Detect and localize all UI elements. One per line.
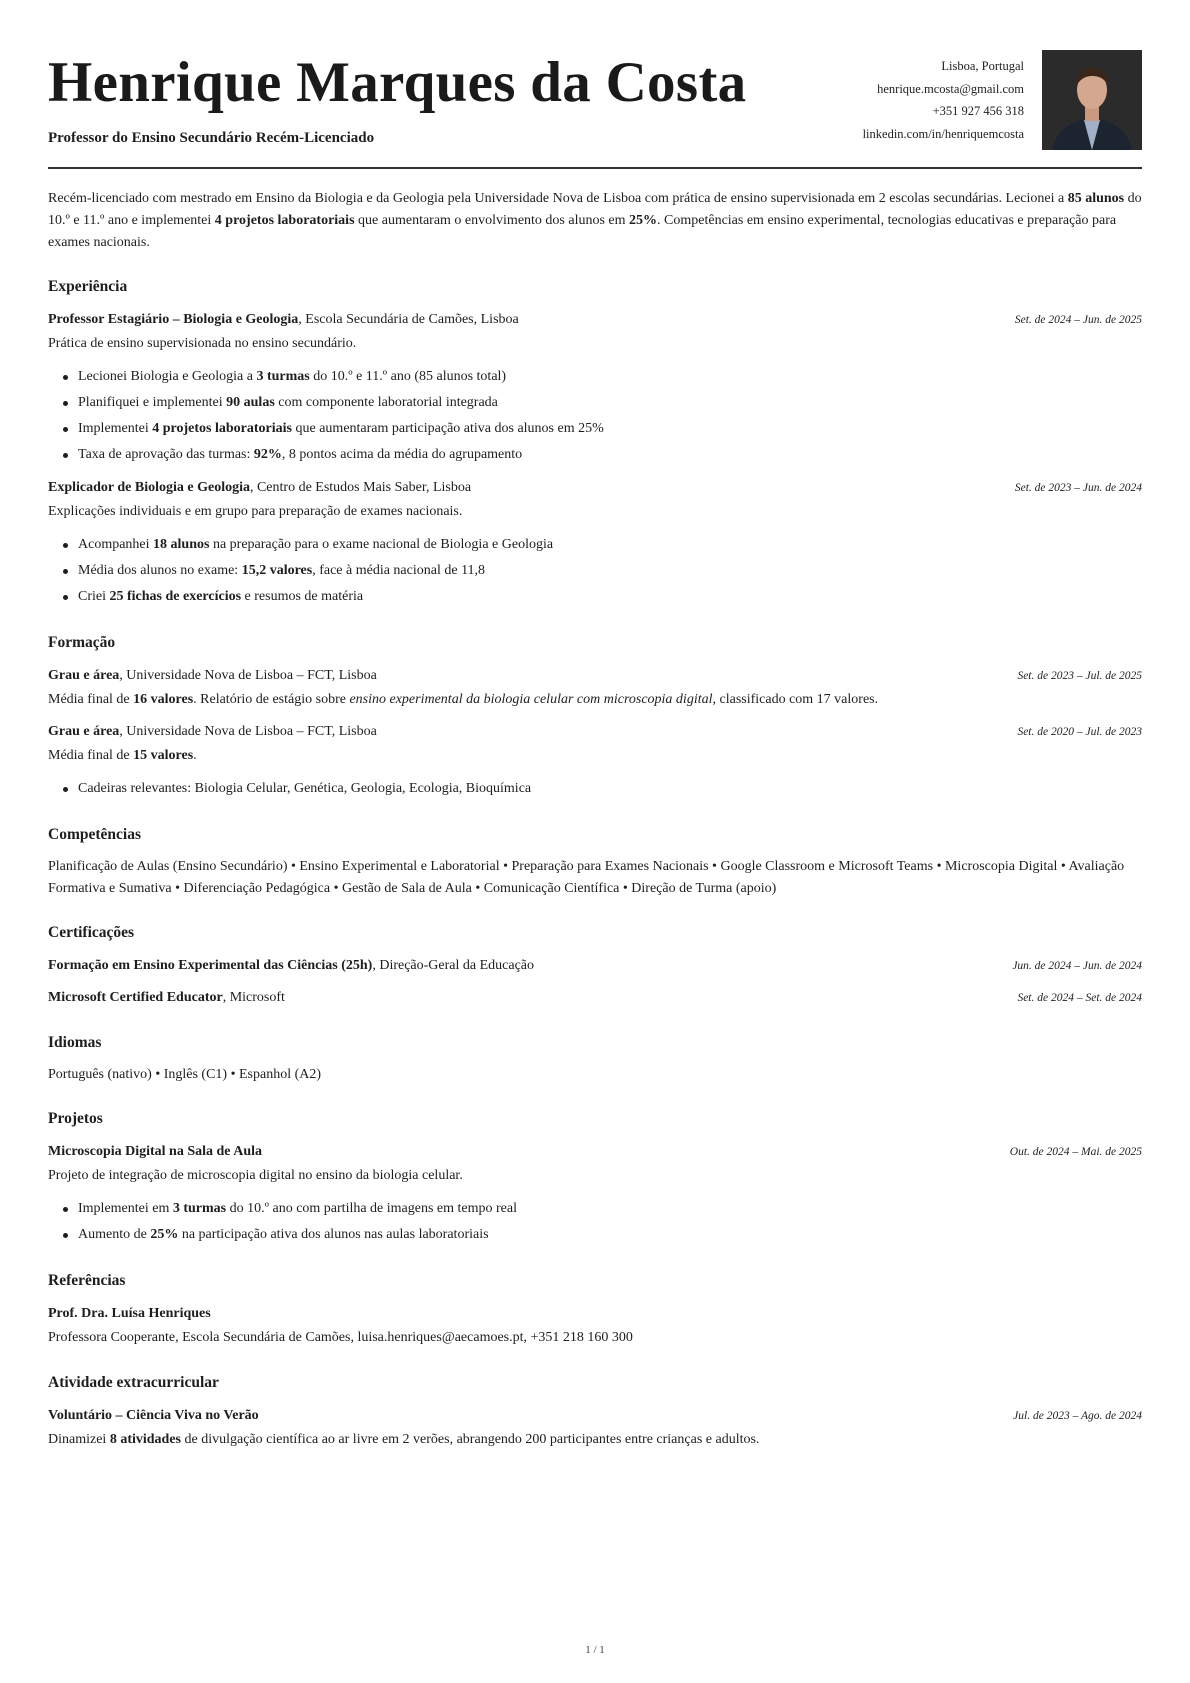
bullet-list bbox=[78, 364, 1142, 468]
entry-description bbox=[48, 744, 1142, 768]
contact-info bbox=[863, 55, 1024, 145]
text: Prática de ensino supervisionada no ensino secundário. bbox=[48, 336, 357, 351]
entry-organization: , Universidade Nova de Lisboa – FCT, Lisboa bbox=[119, 724, 377, 739]
text: Média final de bbox=[48, 692, 134, 707]
bold-text: 8 atividades bbox=[109, 1432, 181, 1447]
entry-role: Grau e área bbox=[48, 724, 120, 739]
entry-title bbox=[48, 476, 471, 500]
entry bbox=[48, 1302, 1142, 1350]
bullet-item bbox=[78, 584, 1142, 610]
entry bbox=[48, 1404, 1142, 1452]
entry-date: Set. de 2020 – Jul. de 2023 bbox=[1017, 726, 1142, 738]
entry-title bbox=[48, 1302, 211, 1326]
contact-phone: +351 927 456 318 bbox=[932, 104, 1024, 118]
entry-date: Out. de 2024 – Mai. de 2025 bbox=[1009, 1146, 1142, 1158]
bold-text: 4 projetos laboratoriais bbox=[152, 421, 292, 436]
text: Cadeiras relevantes: Biologia Celular, Genética, Geologia, Ecologia, Bioquímica bbox=[78, 781, 532, 796]
bullet-item bbox=[78, 364, 1142, 390]
text: Projeto de integração de microscopia digital no ensino da biologia celular. bbox=[48, 1168, 463, 1183]
entry bbox=[48, 986, 1142, 1010]
contact-email[interactable]: henrique.mcosta@gmail.com bbox=[877, 81, 1024, 96]
text: e resumos de matéria bbox=[241, 589, 364, 604]
text: Planifiquei e implementei bbox=[78, 395, 227, 410]
entry bbox=[48, 720, 1142, 802]
bullet-list bbox=[78, 776, 1142, 802]
section-heading: Experiência bbox=[48, 278, 128, 295]
text: . Competências em ensino experimental, tecnologias educativas e preparação para exames nacionais. bbox=[48, 213, 1117, 250]
entry-description bbox=[48, 1164, 1142, 1188]
bold-text: 90 aulas bbox=[226, 395, 275, 410]
contact-location: Lisboa, Portugal bbox=[941, 59, 1024, 73]
entry-description bbox=[48, 1326, 1142, 1350]
entry-header bbox=[48, 1404, 1142, 1428]
text: Explicações individuais e em grupo para preparação de exames nacionais. bbox=[48, 504, 463, 519]
text: Recém-licenciado com mestrado em Ensino da Biologia e da Geologia pela Universidade Nova de Lisboa com prática de ensino supervisionada em 2 escolas secundárias. Lecionei a bbox=[48, 191, 1068, 206]
text: Implementei bbox=[78, 421, 153, 436]
bold-text: 18 alunos bbox=[153, 537, 210, 552]
section-heading: Idiomas bbox=[48, 1034, 102, 1051]
text: do 10.º e 11.º ano (85 alunos total) bbox=[309, 369, 507, 384]
entry-role: Grau e área bbox=[48, 668, 120, 683]
contact-linkedin[interactable]: linkedin.com/in/henriquemcosta bbox=[862, 126, 1024, 141]
header-divider bbox=[48, 167, 1142, 169]
bold-text: 16 valores bbox=[133, 692, 194, 707]
text: Implementei em bbox=[78, 1201, 173, 1216]
entry-title bbox=[48, 1404, 259, 1428]
entry-date: Set. de 2023 – Jul. de 2025 bbox=[1017, 670, 1142, 682]
section-atividade-extracurricular bbox=[48, 1374, 1142, 1452]
entry-description bbox=[48, 688, 1142, 712]
entry-organization: , Escola Secundária de Camões, Lisboa bbox=[298, 312, 519, 327]
entry-role: Formação em Ensino Experimental das Ciências (25h) bbox=[48, 958, 373, 973]
entry bbox=[48, 664, 1142, 712]
bold-text: 15 valores bbox=[133, 748, 194, 763]
bold-text: 15,2 valores bbox=[241, 563, 313, 578]
entry bbox=[48, 308, 1142, 468]
entry-description bbox=[48, 1428, 1142, 1452]
entry-header bbox=[48, 1302, 1142, 1326]
section-heading: Formação bbox=[48, 634, 116, 651]
text: Aumento de bbox=[78, 1227, 151, 1242]
text: de divulgação científica ao ar livre em 2 verões, abrangendo 200 participantes entre crianças e adultos. bbox=[181, 1432, 760, 1447]
bold-text: 4 projetos laboratoriais bbox=[214, 213, 355, 228]
section-text: Planificação de Aulas (Ensino Secundário) • Ensino Experimental e Laboratorial • Preparação para Exames Nacionais • Google Classroom e Microsoft Teams • Microscopia Digital • Avaliação Formativa e Sumativa • Diferenciação Pedagógica • Gestão de Sala de Aula • Comunicação Científica • Direção de Turma (apoio) bbox=[48, 859, 1125, 896]
section-compet-ncias bbox=[48, 826, 1142, 900]
bold-text: 25% bbox=[629, 213, 658, 228]
entry-header bbox=[48, 720, 1142, 744]
entry-title bbox=[48, 1140, 262, 1164]
text: Professora Cooperante, Escola Secundária de Camões, luisa.henriques@aecamoes.pt, +351 218 160 300 bbox=[48, 1330, 633, 1345]
entry-header bbox=[48, 476, 1142, 500]
text: Acompanhei bbox=[78, 537, 154, 552]
entry-date: Jun. de 2024 – Jun. de 2024 bbox=[1012, 960, 1142, 972]
entry-role: Voluntário – Ciência Viva no Verão bbox=[48, 1408, 259, 1423]
bold-text: 85 alunos bbox=[1067, 191, 1125, 206]
entry-role: Microscopia Digital na Sala de Aula bbox=[48, 1144, 263, 1159]
text: , 8 pontos acima da média do agrupamento bbox=[281, 447, 523, 462]
entry bbox=[48, 954, 1142, 978]
bold-text: 92% bbox=[253, 447, 282, 462]
bullet-item bbox=[78, 1196, 1142, 1222]
entry-description bbox=[48, 332, 1142, 356]
text: . Relatório de estágio sobre bbox=[193, 692, 350, 707]
page-number: 1 / 1 bbox=[585, 1644, 605, 1656]
bold-text: 25 fichas de exercícios bbox=[109, 589, 242, 604]
text: na preparação para o exame nacional de Biologia e Geologia bbox=[209, 537, 554, 552]
bullet-item bbox=[78, 1222, 1142, 1248]
section-heading: Atividade extracurricular bbox=[48, 1374, 219, 1391]
text: que aumentaram o envolvimento dos alunos em bbox=[354, 213, 630, 228]
entry bbox=[48, 476, 1142, 610]
entry-header bbox=[48, 308, 1142, 332]
entry-role: Microsoft Certified Educator bbox=[48, 990, 223, 1005]
text: , face à média nacional de 11,8 bbox=[312, 563, 486, 578]
entry-description bbox=[48, 500, 1142, 524]
entry-date: Jul. de 2023 – Ago. de 2024 bbox=[1013, 1410, 1142, 1422]
entry-title bbox=[48, 954, 534, 978]
bullet-item bbox=[78, 558, 1142, 584]
section-idiomas bbox=[48, 1034, 1142, 1086]
text: . bbox=[193, 748, 197, 763]
section-heading: Projetos bbox=[48, 1110, 103, 1127]
summary bbox=[48, 188, 1142, 254]
text: , classificado com 17 valores. bbox=[712, 692, 879, 707]
bullet-list bbox=[78, 1196, 1142, 1248]
entry-title bbox=[48, 720, 377, 744]
text: Lecionei Biologia e Geologia a bbox=[78, 369, 257, 384]
entry-role: Professor Estagiário – Biologia e Geologia bbox=[48, 312, 299, 327]
entry-organization: , Universidade Nova de Lisboa – FCT, Lisboa bbox=[119, 668, 377, 683]
entry-header bbox=[48, 1140, 1142, 1164]
section-heading: Referências bbox=[48, 1272, 126, 1289]
profile-photo bbox=[1042, 50, 1142, 150]
bullet-list bbox=[78, 532, 1142, 610]
text: Média dos alunos no exame: bbox=[78, 563, 242, 578]
entry-title bbox=[48, 986, 285, 1010]
bullet-item bbox=[78, 776, 1142, 802]
entry-header bbox=[48, 986, 1142, 1010]
entry-date: Set. de 2024 – Set. de 2024 bbox=[1017, 992, 1142, 1004]
entry-title bbox=[48, 664, 377, 688]
bullet-item bbox=[78, 416, 1142, 442]
bold-text: 25% bbox=[150, 1227, 179, 1242]
entry-role: Explicador de Biologia e Geologia bbox=[48, 480, 250, 495]
candidate-name: Henrique Marques da Costa bbox=[48, 51, 747, 114]
text: Dinamizei bbox=[48, 1432, 110, 1447]
section-experi-ncia bbox=[48, 278, 1142, 610]
entry-header bbox=[48, 954, 1142, 978]
bullet-item bbox=[78, 532, 1142, 558]
bullet-item bbox=[78, 390, 1142, 416]
text: do 10.º e 11.º ano e implementei bbox=[48, 191, 1142, 228]
text: com componente laboratorial integrada bbox=[274, 395, 498, 410]
entry-organization: , Microsoft bbox=[222, 990, 285, 1005]
bold-text: 3 turmas bbox=[172, 1201, 227, 1216]
section-refer-ncias bbox=[48, 1272, 1142, 1350]
entry-organization: , Direção-Geral da Educação bbox=[372, 958, 535, 973]
section-text: Português (nativo) • Inglês (C1) • Espanhol (A2) bbox=[48, 1067, 322, 1082]
text: Média final de bbox=[48, 748, 134, 763]
candidate-title: Professor do Ensino Secundário Recém-Licenciado bbox=[48, 130, 375, 146]
entry-date: Set. de 2023 – Jun. de 2024 bbox=[1014, 482, 1142, 494]
bold-text: 3 turmas bbox=[256, 369, 310, 384]
section-heading: Certificações bbox=[48, 924, 135, 941]
text: que aumentaram participação ativa dos alunos em 25% bbox=[292, 421, 604, 436]
text: Criei bbox=[78, 589, 110, 604]
text: do 10.º ano com partilha de imagens em tempo real bbox=[226, 1201, 518, 1216]
section-forma-o bbox=[48, 634, 1142, 802]
entry-header bbox=[48, 664, 1142, 688]
italic-text: ensino experimental da biologia celular com microscopia digital bbox=[349, 692, 713, 707]
text: Taxa de aprovação das turmas: bbox=[78, 447, 254, 462]
entry bbox=[48, 1140, 1142, 1248]
entry-role: Prof. Dra. Luísa Henriques bbox=[48, 1306, 211, 1321]
text: na participação ativa dos alunos nas aulas laboratoriais bbox=[178, 1227, 489, 1242]
resume-header bbox=[48, 0, 1142, 170]
entry-title bbox=[48, 308, 519, 332]
section-certifica-es bbox=[48, 924, 1142, 1010]
entry-date: Set. de 2024 – Jun. de 2025 bbox=[1014, 314, 1142, 326]
bullet-item bbox=[78, 442, 1142, 468]
resume-page bbox=[48, 0, 1142, 1460]
entry-organization: , Centro de Estudos Mais Saber, Lisboa bbox=[249, 480, 472, 495]
section-heading: Competências bbox=[48, 826, 141, 843]
section-projetos bbox=[48, 1110, 1142, 1248]
